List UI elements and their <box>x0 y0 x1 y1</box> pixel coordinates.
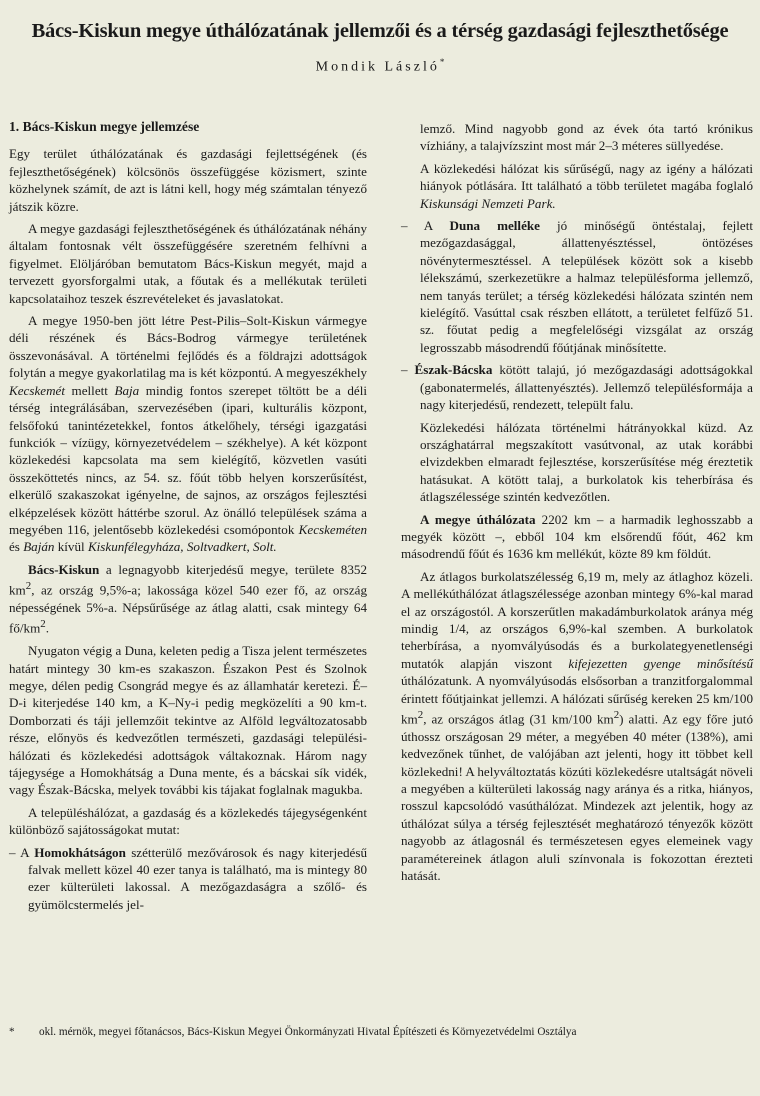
paragraph: A megye gazdasági fejleszthetőségének és úthálózatának néhány általam fontosnak vélt összefüggésére szeretném felhívni a figyelmet. Elöljáróban bemutatom Bács-Kiskun megyét, majd a tervezett gyorsforgalmi utak, a főutak és a mellékutak területi kapcsolataihoz teszek észrevételeket és javaslatokat. <box>9 221 367 306</box>
paragraph: Bács-Kiskun a legnagyobb kiterjedésű megye, területe 8352 $km^2$, az ország 9,5%-a; lakossága közel 540 ezer fő, az ország népességének 5%-a. Népsűrűsége az átlag alatti, csak mintegy 64 $fő/km^2$. <box>9 561 367 636</box>
paragraph: A településhálózat, a gazdaság és a közlekedés tájegységenként különböző sajátosságokat mutat: <box>9 804 367 838</box>
footnote-mark: * <box>9 1026 15 1038</box>
left-column <box>9 118 367 918</box>
paragraph: Az átlagos burkolatszélesség 6,19 m, mely az átlaghoz közeli. A mellékúthálózat átlagszélessége azonban mintegy 6%-kal marad el az országostól. A korszerűtlen makadámburkolatok aránya még mindig 1/4, az országos 6,9%-kal szemben. A burkolatok teherbírása, a nyomvályúsodás és a burkolategyenetlenségi mutatók alapján viszont kifejezetten gyenge minősítésű úthálózatunk. A nyomvályúsodás elsősorban a tranzitforgalommal érintett főútjainkat jellemzi. A hálózati sűrűség kereken 25 km/100 $km^2$, az országos átlag (31 km/100 $km^2$) alatti. Az egy főre jutó úthossz országosan 29 méter, a megyében 40 méter (138%), ami kedvezőnek tűnhet, de valójában azt jelenti, hogy itt többet kell közlekedni! A helyváltoztatás közúti közlekedésre utaltságát növeli a megyében a külterületi lakosság nagy aránya és a ritka, hiányos, rosszul kapcsolódó vasúthálózat. Mindezek azt jelentik, hogy az úthálózat súlya a térség fejlesztését meghatározó tényezők között nagyobb az átlagosnál és természetesen egyes elemeinek vagy paramétereinek átlagon aluli színvonala is fokozottan érezteti hatását. <box>401 568 753 884</box>
list-item: – A Duna melléke jó minőségű öntéstalaj, fejlett mezőgazdasággal, állattenyésztéssel, öntözéses növénytermesztéssel. A települések között sok a kisebb lélekszámú, szerkezetükre a halmaz településforma jellemző, nem tanyás terület; a térség közlekedési hálózata szintén nem kielégítő. Vasúttal csak részben ellátott, a területet felfűző 51. sz. főutat pedig a megfelelőségi vizsgálat az ország legrosszabb másodrendű főútjának minősítette. <box>401 218 753 355</box>
paragraph: Közlekedési hálózata történelmi hátrányokkal küzd. Az országhatárral megszakított vasútvonal, az utak korábbi elvizdekben elmaradt fejlesztése, korszerűsítése még éreztetik hatásukat. A kötött talaj, a burkolatok kis teherbírása és átlagszélessége szintén kedvezőtlen. <box>420 419 753 505</box>
paragraph: Egy terület úthálózatának és gazdasági fejlettségének (és fejleszthetőségének) kölcsönös összefüggése közismert, szinte közhelynek számít, de azt is látni kell, hogy még számtalan tényező játszik közre. <box>9 146 367 214</box>
footnote-text: okl. mérnök, megyei főtanácsos, Bács-Kiskun Megyei Önkormányzati Hivatal Építészeti és Környezetvédelmi Osztálya <box>39 1026 577 1038</box>
article-title: Bács-Kiskun megye úthálózatának jellemzői és a térség gazdasági fejleszthetősége <box>31 20 729 42</box>
paragraph: A közlekedési hálózat kis sűrűségű, nagy az igény a hálózati hiányok pótlására. Itt található a több területet magába foglaló Kiskunsági Nemzeti Park. <box>420 160 753 211</box>
footnote <box>9 1026 749 1038</box>
list-item: – A Homokhátságon szétterülő mezővárosok és nagy kiterjedésű falvak mellett közel 40 ezer tanya is található, ma is mintegy 80 ezer külterületi lakossal. A mezőgazdaságra a szőlő- és gyümölcstermelés jel- <box>9 844 367 912</box>
paragraph: A megye 1950-ben jött létre Pest-Pilis–Solt-Kiskun vármegye déli részének és Bács-Bodrog vármegye területének összevonásával. A történelmi fejlődés és a földrajzi adottságok folytán a megye gyakorlatilag ma is két központú. A megyeszékhely Kecskemét mellett Baja mindig fontos szerepet töltött be a déli térség integrálásában, szervezésében (ipari, kulturális központ, felsőfokú tanintézetekkel, fontos átkelőhely, térségi igazgatási funkciók – vízügy, környezetvédelem – székhelye). A két központ közlekedési kapcsolata ma sem kielégítő, közvetlen vasúti összeköttetés nincs, az 54. sz. főút több helyen korszerűsítést, elkerülő szakaszokat igényelne, de sajnos, az országos fejlesztési elképzelések között háttérbe szorul. Az önálló települések száma a megyében 116, jelentősebb közlekedési csomópontok Kecskeméten és Baján kívül Kiskunfélegyháza, Soltvadkert, Solt. <box>9 313 367 555</box>
author-footnote-mark: * <box>439 57 445 67</box>
list-item: – Észak-Bácska kötött talajú, jó mezőgazdasági adottságokkal (gabonatermelés, állattenyésztés). Jellemző településformája a nagy kiterjedésű, rendezett, települt falu. <box>401 362 753 413</box>
author-name: Mondik László <box>315 59 440 75</box>
author-line <box>0 57 760 76</box>
right-column <box>401 120 753 889</box>
paragraph: A megye úthálózata 2202 km – a harmadik leghosszabb a megyék között –, ebből 104 km elsőrendű főút, 462 km másodrendű főút és 1636 km mellékút, közte 89 km földút. <box>401 511 753 562</box>
section-heading: 1. Bács-Kiskun megye jellemzése <box>9 119 200 134</box>
paragraph: lemző. Mind nagyobb gond az évek óta tartó krónikus vízhiány, a talajvízszint most már 2–3 méteres süllyedése. <box>420 121 753 154</box>
paragraph: Nyugaton végig a Duna, keleten pedig a Tisza jelent természetes határt mintegy 30 km-es szakaszon. Északon Pest és Szolnok megye, délen pedig Csongrád megye és az államhatár keretezi. É–D-i kiterjedése 140 km, a K–Ny-i pedig megközelíti a 90 km-t. Domborzati és táji jellemzőit tekintve az Alföld legváltozatosabb része, előnyös és kedvezőtlen természeti, gazdasági települési-hálózati és közlekedési adottságok váltakoznak. Három nagy tájegysége a Homokhátság a Duna mente, és a bácskai sík vidék, vagy Észak-Bácska, melyek további kis tájakat foglalnak magukba. <box>9 643 367 798</box>
